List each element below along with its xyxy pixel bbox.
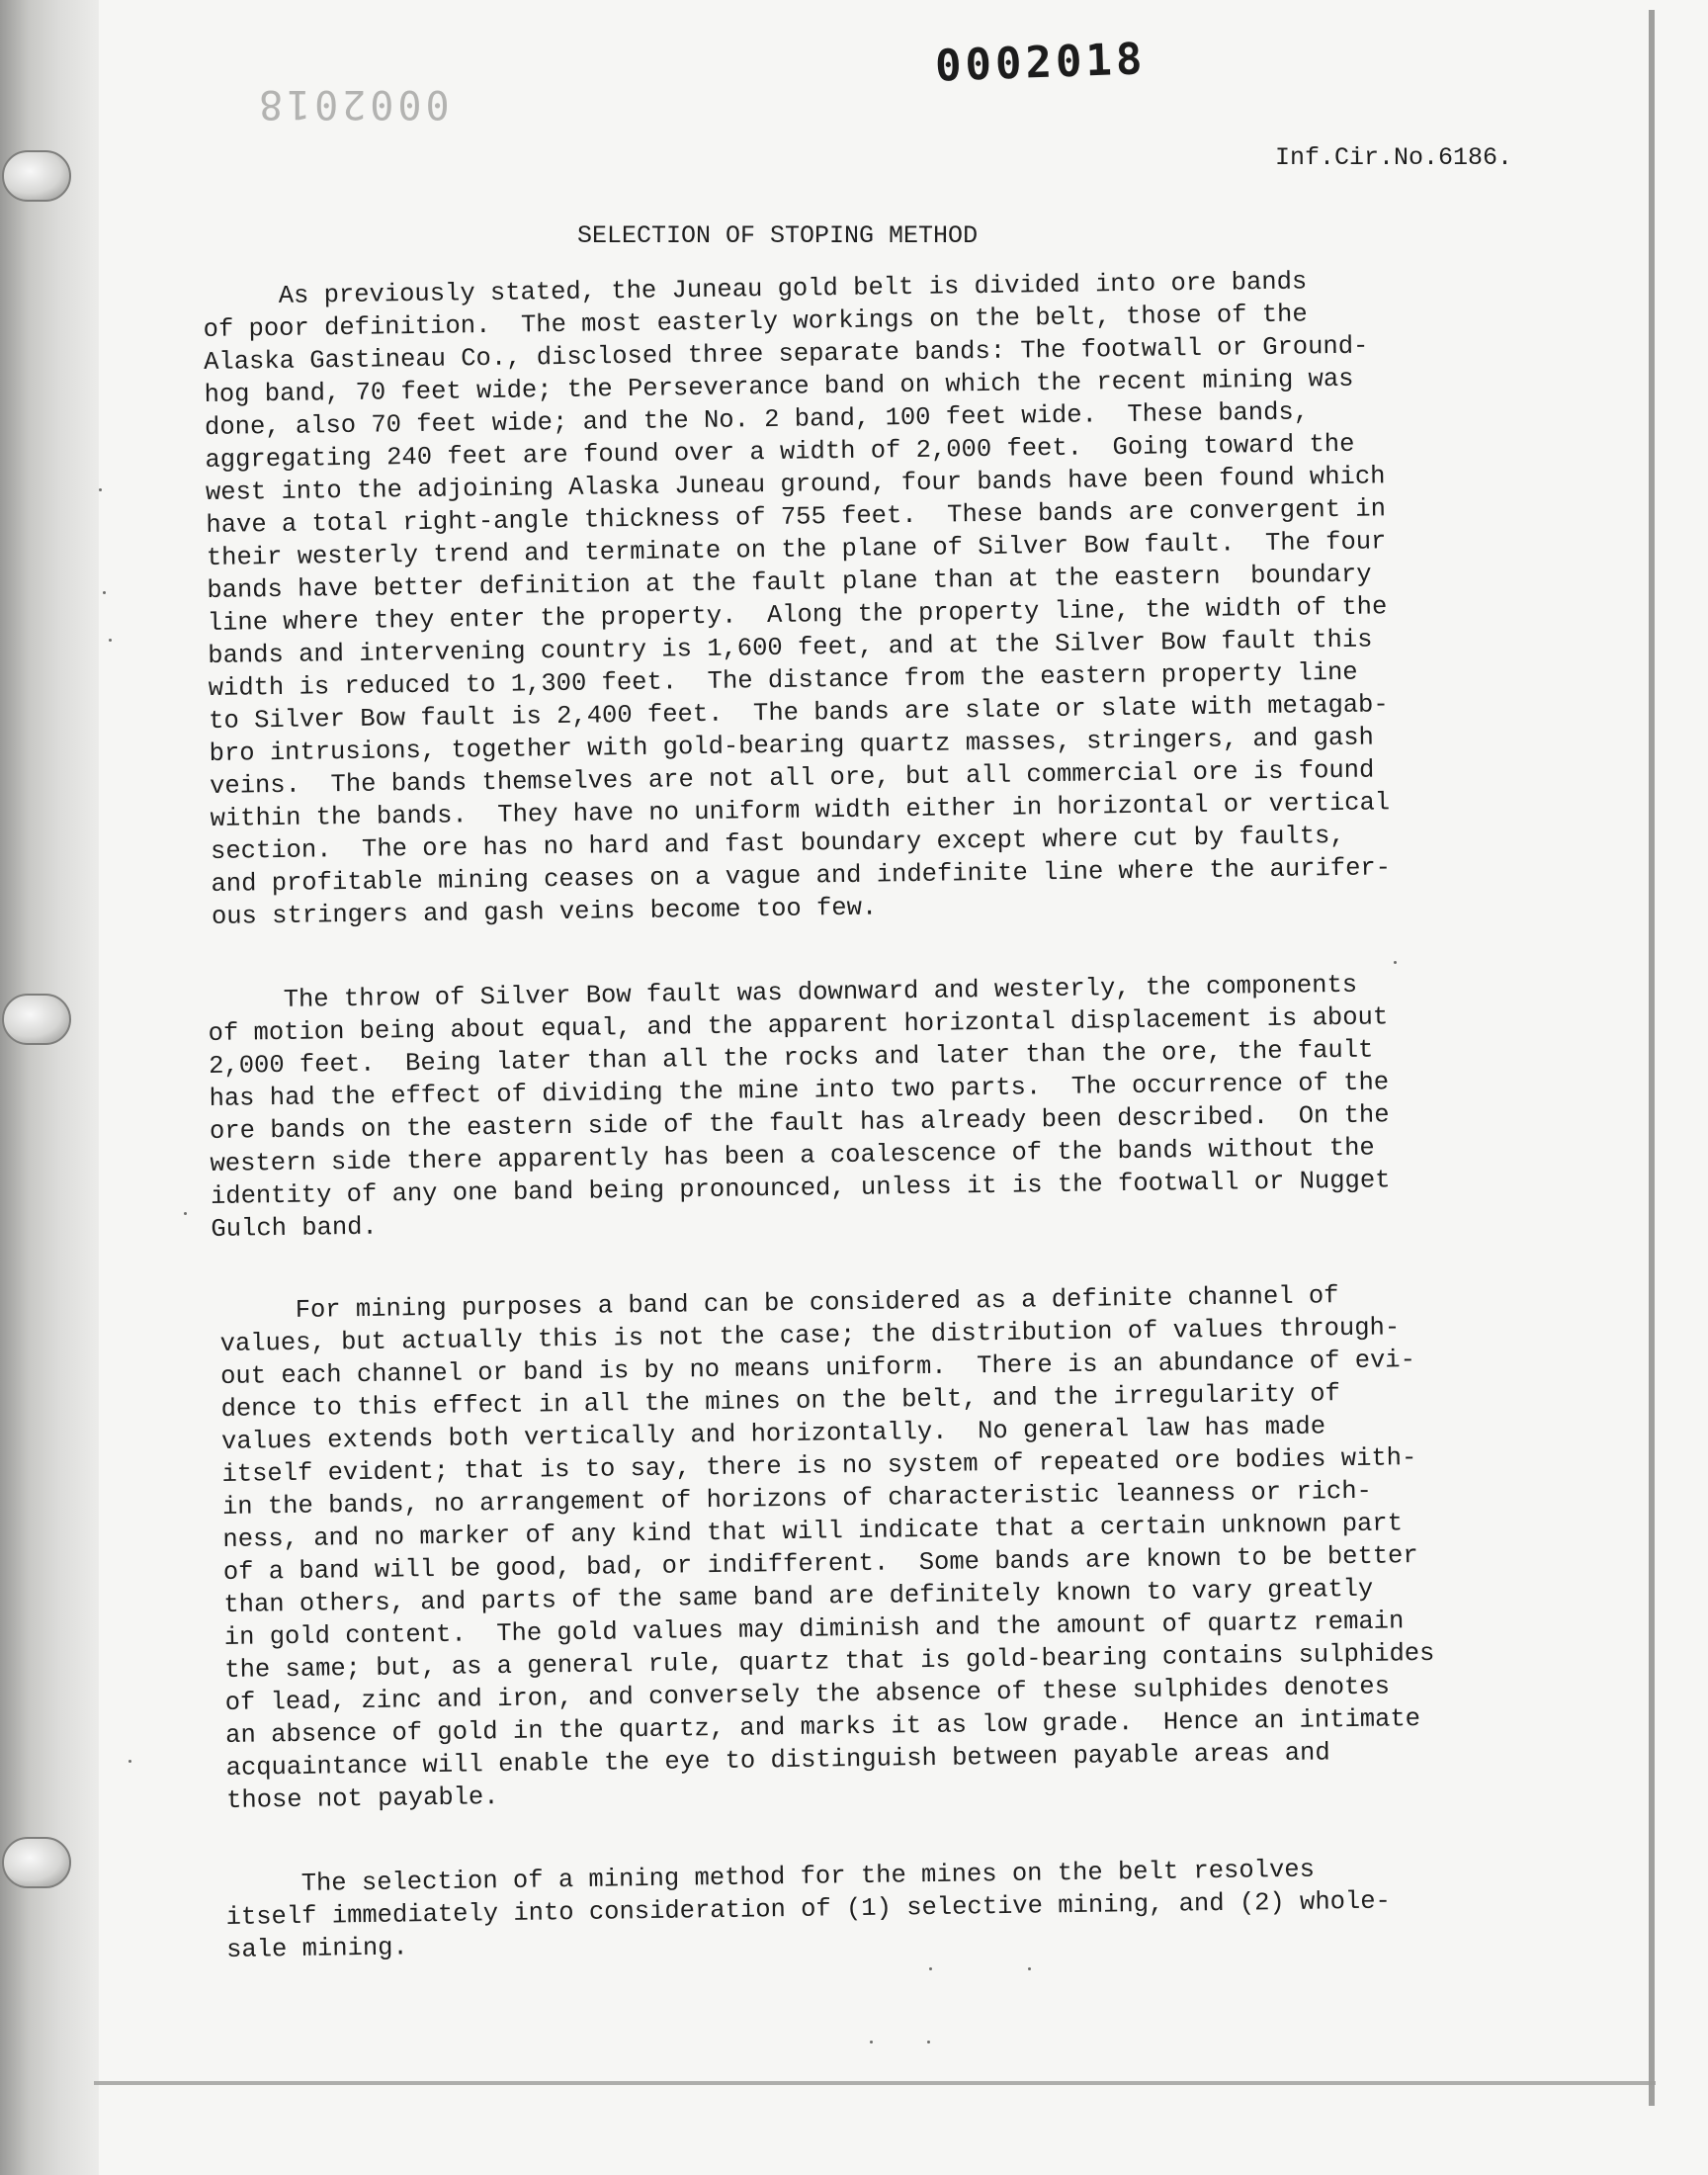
text-line: Alaska Gastineau Co., disclosed three separate bands: The footwall or Ground- bbox=[203, 331, 1369, 377]
binder-ring-bottom bbox=[2, 1837, 71, 1888]
scan-speck bbox=[929, 1967, 932, 1970]
text-line: values extends both vertically and horizontally. No general law has made bbox=[220, 1412, 1326, 1456]
text-line: west into the adjoining Alaska Juneau ground, four bands have been found which bbox=[205, 462, 1386, 507]
text-line: hog band, 70 feet wide; the Perseverance band on which the recent mining was bbox=[204, 364, 1354, 409]
scan-speck bbox=[99, 488, 102, 491]
text-line: veins. The bands themselves are not all ore, but all commercial ore is found bbox=[209, 755, 1375, 801]
text-line: bands and intervening country is 1,600 feet, and at the Silver Bow fault this bbox=[208, 625, 1373, 670]
scan-speck bbox=[927, 2041, 930, 2044]
page-edge-bottom bbox=[94, 2081, 1656, 2085]
text-line: line where they enter the property. Along the property line, the width of the bbox=[207, 592, 1388, 638]
paragraph-3 bbox=[219, 1276, 1590, 1817]
text-line: ore bands on the eastern side of the fault has already been described. On the bbox=[209, 1100, 1390, 1146]
binder-ring-middle bbox=[2, 994, 71, 1045]
scan-speck bbox=[1028, 1967, 1031, 1970]
text-line: of motion being about equal, and the apparent horizontal displacement is about bbox=[208, 1002, 1389, 1048]
text-line: those not payable. bbox=[225, 1783, 499, 1815]
paragraph-4 bbox=[225, 1850, 1590, 1966]
text-line: bands have better definition at the fault plane than at the eastern boundary bbox=[207, 560, 1372, 605]
text-line: sale mining. bbox=[225, 1933, 408, 1964]
scan-speck bbox=[103, 591, 106, 594]
scan-speck bbox=[184, 1212, 187, 1215]
text-line: an absence of gold in the quartz, and marks it as low grade. Hence an intimate bbox=[225, 1704, 1421, 1750]
circular-number: Inf.Cir.No.6186. bbox=[1275, 143, 1513, 172]
text-line: aggregating 240 feet are found over a width of 2,000 feet. Going toward the bbox=[205, 429, 1355, 475]
text-line: out each channel or band is by no means uniform. There is an abundance of evi- bbox=[219, 1346, 1416, 1391]
text-line: within the bands. They have no uniform width either in horizontal or vertical bbox=[210, 788, 1391, 833]
text-line: width is reduced to 1,300 feet. The distance from the eastern property line bbox=[208, 657, 1358, 703]
text-line: in the bands, no arrangement of horizons of characteristic leanness or rich- bbox=[221, 1476, 1373, 1522]
text-line: done, also 70 feet wide; and the No. 2 band, 100 feet wide. These bands, bbox=[204, 397, 1310, 442]
text-line: As previously stated, the Juneau gold belt is divided into ore bands bbox=[203, 267, 1308, 311]
bleed-through-number: 0002018 bbox=[255, 81, 450, 127]
text-line: The throw of Silver Bow fault was downward and westerly, the components bbox=[208, 970, 1358, 1015]
text-line: itself immediately into consideration of (1) selective mining, and (2) whole- bbox=[225, 1886, 1392, 1932]
paragraph-2 bbox=[208, 966, 1576, 1246]
scan-speck bbox=[1394, 961, 1397, 964]
text-line: of a band will be good, bad, or indifferent. Some bands are known to be better bbox=[222, 1541, 1418, 1587]
text-line: ness, and no marker of any kind that will indicate that a certain unknown part bbox=[222, 1509, 1404, 1554]
text-line: Gulch band. bbox=[211, 1212, 378, 1244]
document-number-stamp: 0002018 bbox=[934, 34, 1148, 92]
text-line: the same; but, as a general rule, quartz that is gold-bearing contains sulphides bbox=[224, 1638, 1435, 1685]
text-line: their westerly trend and terminate on the plane of Silver Bow fault. The four bbox=[206, 527, 1387, 572]
text-line: of lead, zinc and iron, and conversely the absence of these sulphides denotes bbox=[224, 1672, 1391, 1717]
text-line: values, but actually this is not the case; the distribution of values through- bbox=[219, 1313, 1401, 1358]
text-line: acquaintance will enable the eye to distinguish between payable areas and bbox=[225, 1738, 1330, 1783]
text-line: in gold content. The gold values may diminish and the amount of quartz remain bbox=[223, 1607, 1405, 1652]
text-line: to Silver Bow fault is 2,400 feet. The bands are slate or slate with metagab- bbox=[209, 690, 1389, 736]
text-line: has had the effect of dividing the mine into two parts. The occurrence of the bbox=[209, 1068, 1390, 1113]
text-line: 2,000 feet. Being later than all the rocks and later than the ore, the fault bbox=[208, 1035, 1374, 1081]
binder-strip bbox=[0, 0, 99, 2175]
text-line: itself evident; that is to say, there is no system of repeated ore bodies with- bbox=[221, 1443, 1417, 1489]
text-line: dence to this effect in all the mines on the belt, and the irregularity of bbox=[220, 1379, 1341, 1424]
page-edge-right bbox=[1649, 10, 1655, 2106]
text-line: of poor definition. The most easterly workings on the belt, those of the bbox=[203, 300, 1308, 344]
scan-speck bbox=[128, 1760, 131, 1763]
text-line: For mining purposes a band can be considered as a definite channel of bbox=[219, 1281, 1339, 1326]
scan-speck bbox=[870, 2041, 873, 2044]
paragraph-1 bbox=[203, 262, 1576, 933]
text-line: identity of any one band being pronounced, unless it is the footwall or Nugget bbox=[210, 1166, 1391, 1211]
text-line: and profitable mining ceases on a vague and indefinite line where the aurifer- bbox=[211, 853, 1392, 899]
text-line: have a total right-angle thickness of 755 feet. These bands are convergent in bbox=[206, 494, 1387, 540]
binder-ring-top bbox=[2, 150, 71, 202]
scan-speck bbox=[109, 639, 112, 642]
section-title: SELECTION OF STOPING METHOD bbox=[577, 221, 979, 250]
text-line: western side there apparently has been a coalescence of the bands without the bbox=[210, 1133, 1375, 1178]
text-line: bro intrusions, together with gold-bearing quartz masses, stringers, and gash bbox=[209, 723, 1375, 768]
text-line: than others, and parts of the same band are definitely known to vary greatly bbox=[223, 1574, 1374, 1619]
text-line: The selection of a mining method for the mines on the belt resolves bbox=[225, 1855, 1316, 1899]
text-line: section. The ore has no hard and fast boundary except where cut by faults, bbox=[210, 821, 1345, 866]
text-line: ous stringers and gash veins become too few. bbox=[211, 893, 878, 931]
